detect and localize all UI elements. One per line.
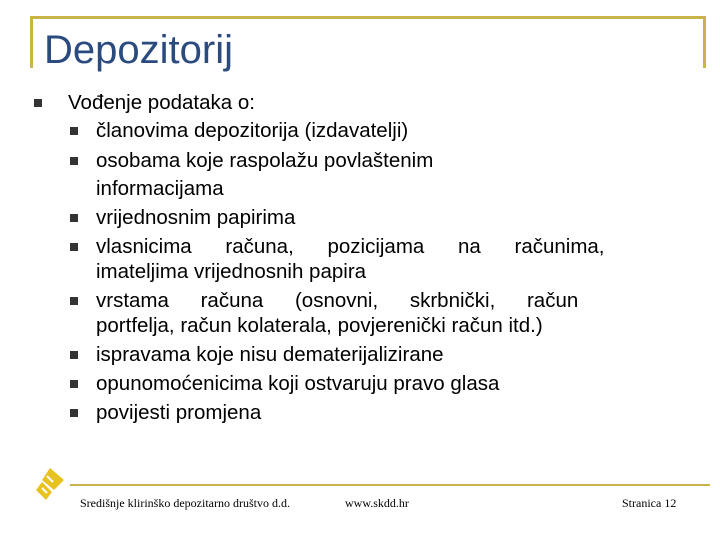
list-item: vrijednosnim papirima	[96, 206, 296, 229]
list-item-continued: imateljima vrijednosnih papira	[96, 260, 367, 283]
bullet-icon	[70, 243, 78, 251]
footer-page-number: Stranica 12	[622, 496, 677, 510]
list-item: opunomoćenicima koji ostvaruju pravo glasa	[96, 372, 500, 395]
company-logo-icon	[34, 466, 66, 502]
list-item: osobama koje raspolažu povlaštenim	[96, 149, 434, 172]
list-item: vrstama računa (osnovni, skrbnički, račun	[96, 289, 579, 312]
bullet-icon	[70, 127, 78, 135]
list-item-continued: informacijama	[96, 177, 224, 200]
list-item: povijesti promjena	[96, 401, 262, 424]
bullet-icon	[70, 297, 78, 305]
bullet-icon	[70, 351, 78, 359]
slide-title: Depozitorij	[44, 28, 233, 72]
footer-website: www.skdd.hr	[345, 496, 409, 510]
bullet-icon	[70, 380, 78, 388]
main-heading: Vođenje podataka o:	[68, 91, 255, 114]
bullet-icon	[34, 99, 42, 107]
list-item-continued: portfelja, račun kolaterala, povjerenički račun itd.)	[96, 314, 543, 337]
footer-company: Središnje klirinško depozitarno društvo d.d.	[80, 496, 290, 510]
bullet-icon	[70, 409, 78, 417]
bullet-icon	[70, 157, 78, 165]
footer-divider	[70, 484, 710, 486]
list-item: članovima depozitorija (izdavatelji)	[96, 119, 409, 142]
list-item: vlasnicima računa, pozicijama na računima,	[96, 235, 605, 258]
bullet-icon	[70, 214, 78, 222]
list-item: ispravama koje nisu dematerijalizirane	[96, 343, 444, 366]
